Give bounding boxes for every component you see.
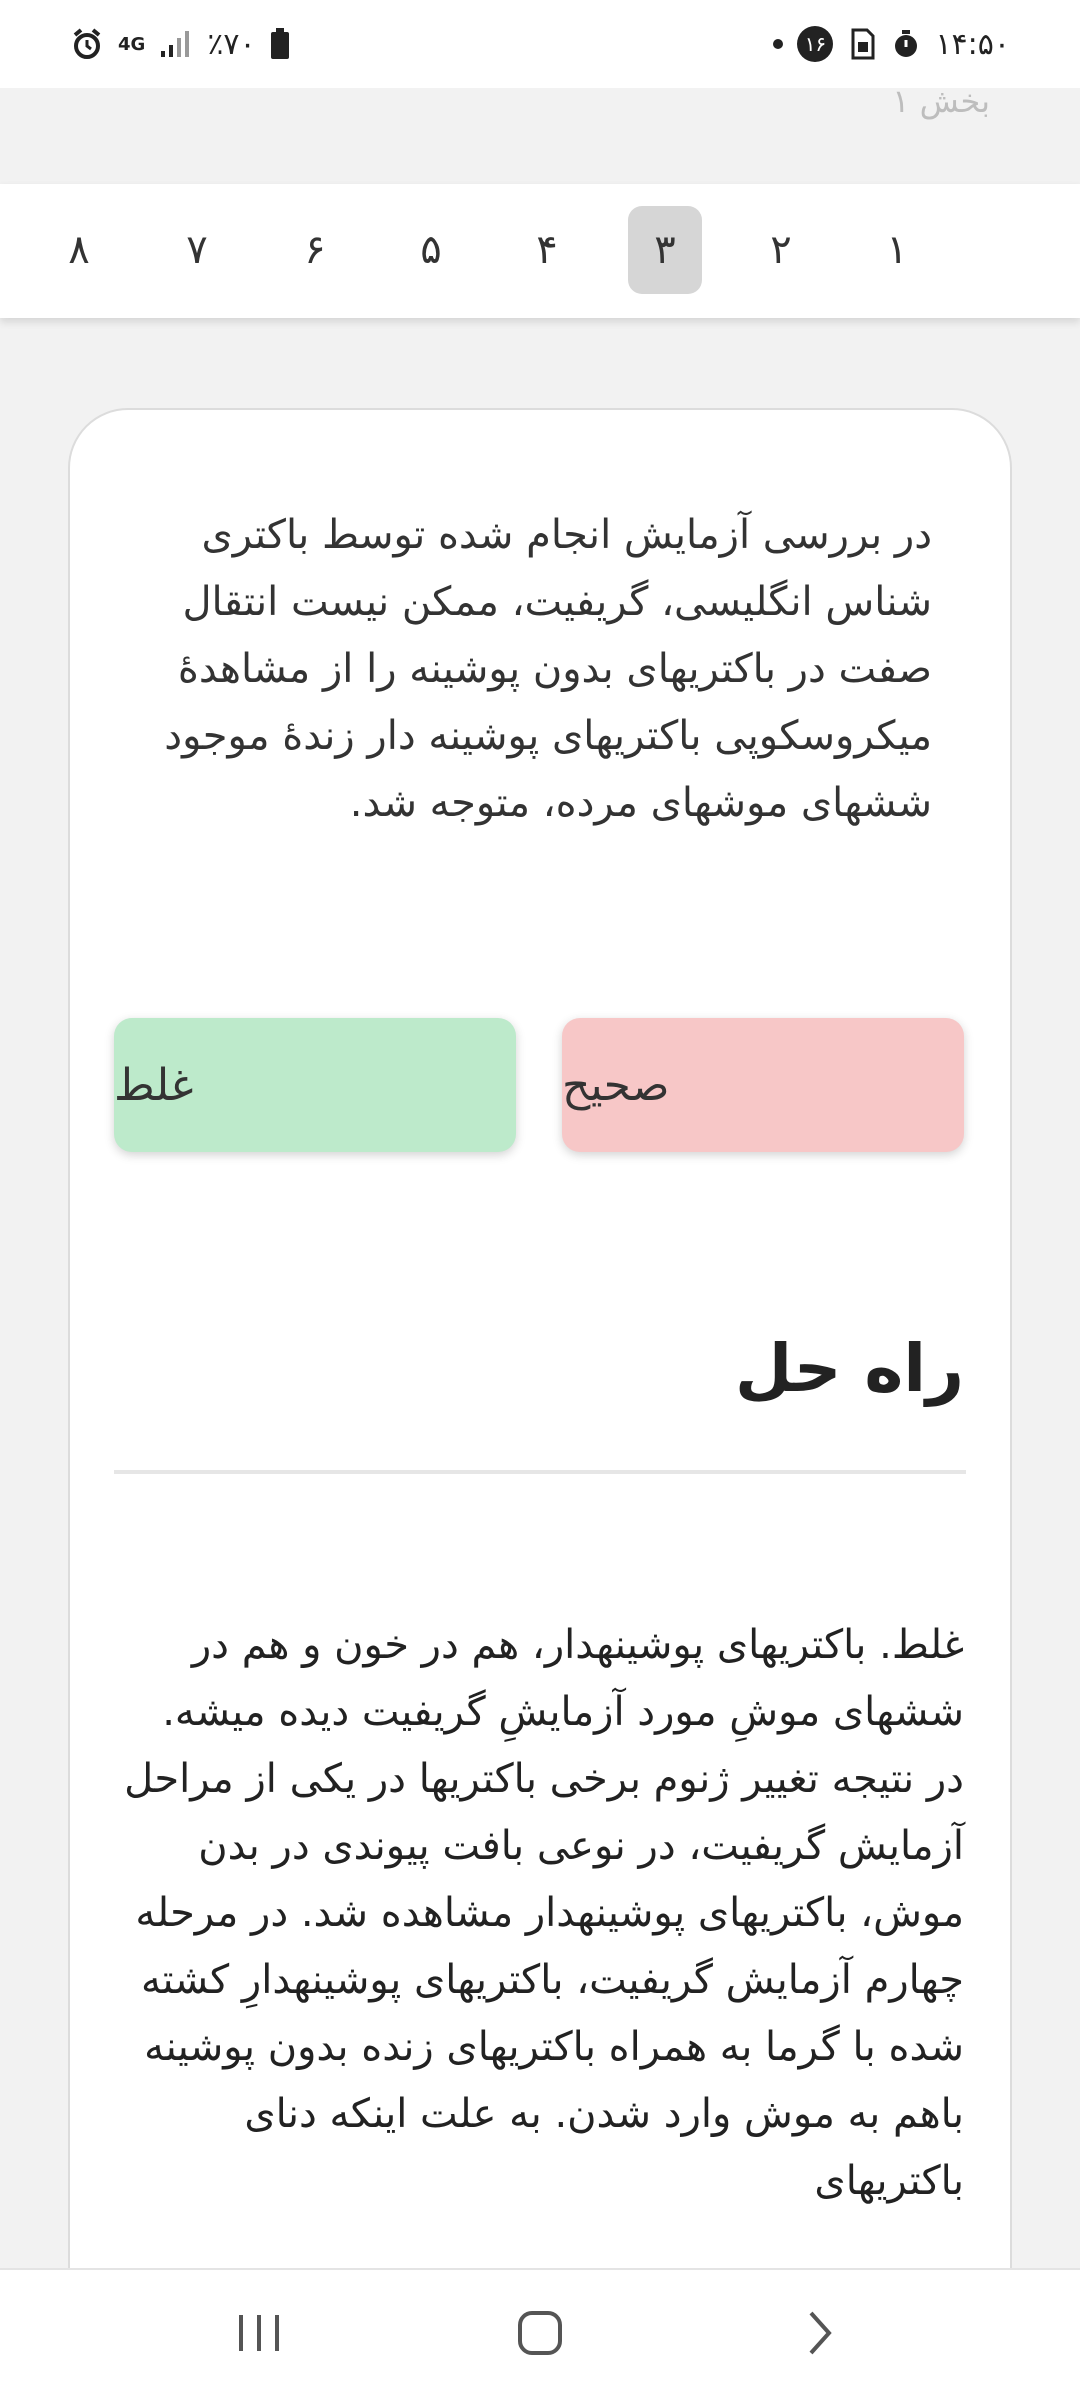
status-left [70,27,290,62]
page-8[interactable]: ۸ [68,227,90,273]
page-2[interactable]: ۲ [770,227,792,273]
battery-icon [270,28,290,60]
question-text: در بررسی آزمایش انجام شده توسط باکتری شناس انگلیسی، گریفیت، ممکن نیست انتقال صفت در باکتریهای بدون پوشینه را از مشاهدهٔ میکروسکوپی باکتریهای پوشینه دار زندهٔ موجود ششهای موشهای مرده، متوجه شد. [164,512,932,826]
home-icon [515,2308,565,2362]
back-icon [803,2308,837,2362]
question-card [68,408,1012,2400]
home-button[interactable] [495,2290,585,2380]
false-answer-label: غلط [114,1059,194,1111]
recents-button[interactable] [215,2290,305,2380]
network-type-icon: 4G [118,33,146,55]
timer-icon [891,28,921,60]
header-strip [0,82,1080,184]
question-pager [0,184,1080,318]
page-6[interactable]: ۶ [304,227,326,273]
back-button[interactable] [775,2290,865,2380]
section-title: بخش ۱ [892,82,990,120]
page-7[interactable]: ۷ [186,227,208,273]
solution-paragraph: غلط. باکتریهای پوشینهدار، هم در خون و هم در ششهای موشِ مورد آزمایشِ گریفیت دیده میشه. [162,1622,964,1735]
solution-body [124,1612,964,2215]
divider [114,1470,966,1474]
page-3[interactable]: ۳ [628,206,702,294]
solution-paragraph: در نتیجه تغییر ژنوم برخی باکتریها در یکی از مراحل آزمایش گریفیت، در نوعی بافت پیوندی در بدن موش، باکتریهای پوشینهدار مشاهده شد. در مرحله چهارم آزمایش گریفیت، باکتریهای پوشینهدارِ کشته شده با گرما به همراه باکتریهای زنده بدون پوشینه باهم به موش وارد شدن. به علت اینکه دنای باکتریهای [124,1756,964,2204]
battery-percent: ٪۷۰ [207,26,256,62]
solution-title: راه حل [734,1330,964,1407]
notification-dot-icon [773,39,783,49]
signal-icon [159,29,193,59]
sim-icon [847,28,877,60]
false-answer-button[interactable] [114,1018,516,1152]
true-answer-label: صحیح [562,1059,670,1111]
recents-icon [235,2311,285,2359]
status-bar [0,0,1080,88]
alarm-icon [70,27,104,61]
notification-badge: ۱۶ [797,26,833,62]
system-nav-bar [0,2268,1080,2400]
page-1[interactable]: ۱ [886,227,908,273]
status-right [773,26,1010,62]
status-time: ۱۴:۵۰ [935,26,1010,62]
true-answer-button[interactable] [562,1018,964,1152]
page-5[interactable]: ۵ [420,227,442,273]
page-4[interactable]: ۴ [536,227,558,273]
